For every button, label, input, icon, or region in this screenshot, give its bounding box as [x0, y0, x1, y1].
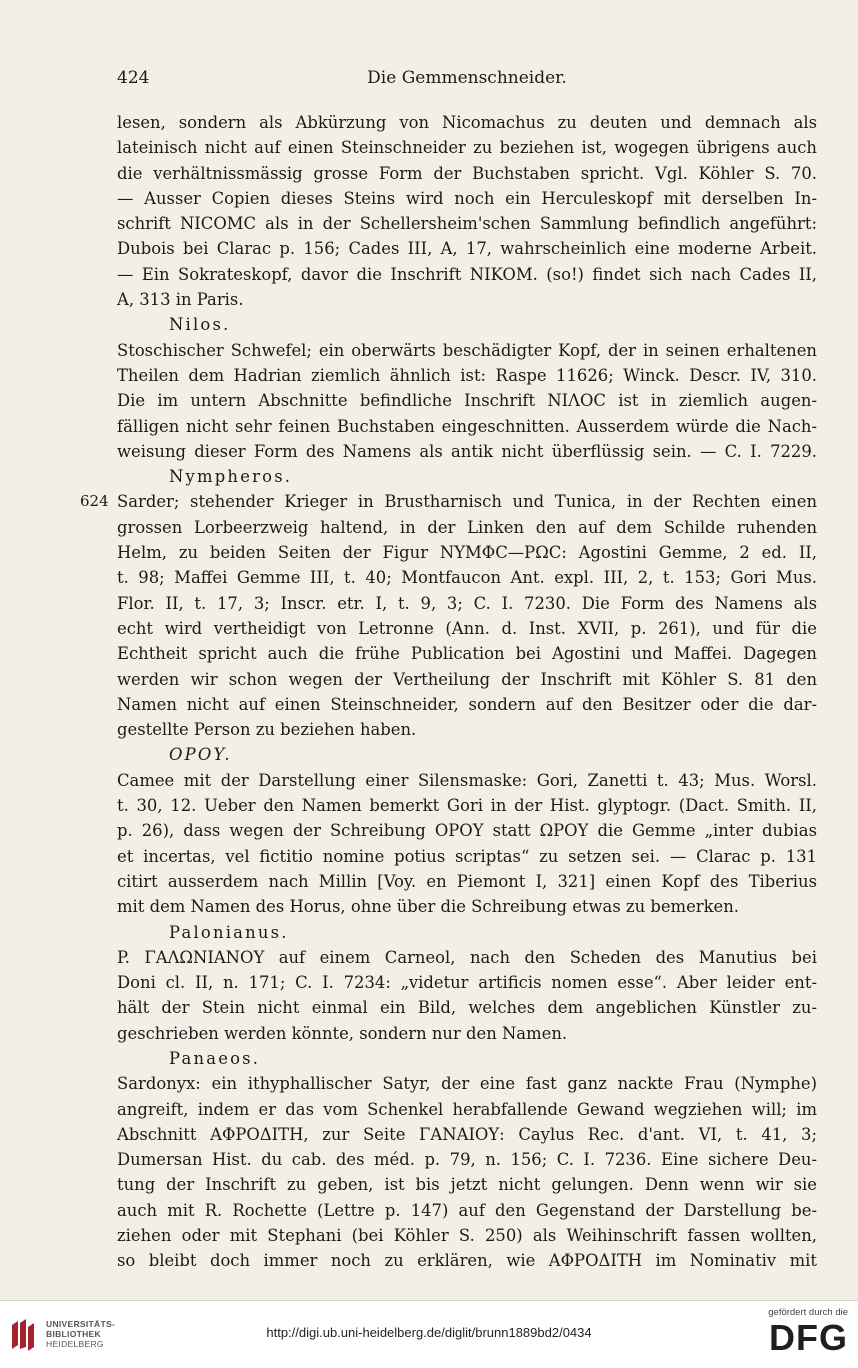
text-line: t. 30, 12. Ueber den Namen bemerkt Gori in der Hist. glyptogr. (Dact. Smith. II, [117, 796, 817, 816]
text-line: schrift NICOMC als in der Schellersheim'schen Sammlung befindlich angeführt: [117, 214, 817, 234]
text-line: Dubois bei Clarac p. 156; Cades III, A, 17, wahrscheinlich eine moderne Arbeit. [117, 239, 817, 259]
text-line: lesen, sondern als Abkürzung von Nicomachus zu deuten und demnach als [117, 113, 817, 132]
text-line: Abschnitt ΑΦΡΟΔΙΤΗ, zur Seite ΓΑΝΑΙΟΥ: Caylus Rec. d'ant. VI, t. 41, 3; [117, 1124, 817, 1144]
section-heading-palonianus: Palonianus. [169, 922, 289, 942]
text-line: tung der Inschrift zu geben, ist bis jetzt nicht gelungen. Denn wenn wir sie [117, 1175, 817, 1195]
text-line: p. 26), dass wegen der Schreibung OPOY statt ΩPOY die Gemme „inter dubias [117, 821, 817, 841]
viewer-footer [0, 1301, 858, 1368]
text-line: werden wir schon wegen der Vertheilung der Inschrift mit Köhler S. 81 den [117, 669, 817, 689]
funded-by-label: gefördert durch die [768, 1307, 848, 1318]
text-line: — Ausser Copien dieses Steins wird noch ein Herculeskopf mit derselben In- [117, 188, 817, 208]
text-line: Namen nicht auf einen Steinschneider, sondern auf den Besitzer oder die dar- [117, 694, 817, 714]
section-heading-panaeos: Panaeos. [169, 1048, 261, 1068]
section-heading-opoy: OPOY. [169, 745, 232, 765]
library-name: UNIVERSITÄTS- BIBLIOTHEK HEIDELBERG [46, 1319, 116, 1349]
permalink-url[interactable]: http://digi.ub.uni-heidelberg.de/diglit/brunn1889bd2/0434 [266, 1325, 592, 1340]
text-line: Theilen dem Hadrian ziemlich ähnlich ist: Raspe 11626; Winck. Descr. IV, 310. [117, 365, 817, 385]
text-line: weisung dieser Form des Namens als antik nicht überflüssig sein. — C. I. 7229. [117, 441, 817, 461]
text-line: citirt ausserdem nach Millin [Voy. en Piemont I, 321] einen Kopf des Tiberius [117, 871, 817, 891]
text-line: lateinisch nicht auf einen Steinschneider zu beziehen ist, wogegen übrigens auch [117, 138, 817, 158]
page-number: 424 [117, 68, 150, 88]
text-line: die verhältnissmässig grosse Form der Buchstaben spricht. Vgl. Köhler S. 70. [117, 163, 817, 183]
text-line: Dumersan Hist. du cab. des méd. p. 79, n. 156; C. I. 7236. Eine sichere Deu- [117, 1150, 817, 1170]
body-text [80, 110, 817, 1274]
text-line: Stoschischer Schwefel; ein oberwärts beschädigter Kopf, der in seinen erhaltenen [117, 340, 817, 360]
text-line: grossen Lorbeerzweig haltend, in der Linken den auf dem Schilde ruhenden [117, 517, 817, 537]
text-line: Die im untern Abschnitte befindliche Inschrift NIΛOC ist in ziemlich augen- [117, 391, 817, 411]
text-line: Helm, zu beiden Seiten der Figur NYMΦC—PΩC: Agostini Gemme, 2 ed. II, [117, 543, 817, 563]
text-line: Camee mit der Darstellung einer Silensmaske: Gori, Zanetti t. 43; Mus. Worsl. [117, 770, 817, 790]
text-line: echt wird vertheidigt von Letronne (Ann. d. Inst. XVII, p. 261), und für die [117, 618, 817, 638]
text-line: Echtheit spricht auch die frühe Publication bei Agostini und Maffei. Dagegen [117, 644, 817, 664]
section-heading-nilos: Nilos. [169, 315, 231, 335]
text-line: geschrieben werden könnte, sondern nur den Namen. [117, 1023, 568, 1043]
section-heading-nympheros: Nympheros. [169, 467, 293, 487]
text-line: mit dem Namen des Horus, ohne über die Schreibung etwas zu bemerken. [117, 897, 740, 917]
text-line: t. 98; Maffei Gemme III, t. 40; Montfaucon Ant. expl. III, 2, t. 153; Gori Mus. [117, 568, 817, 588]
running-title: Die Gemmenschneider. [367, 68, 567, 88]
text-line: fälligen nicht sehr feinen Buchstaben eingeschnitten. Ausserdem würde die Nach- [117, 416, 817, 436]
text-line: angreift, indem er das vom Schenkel herabfallende Gewand wegziehen will; im [117, 1099, 817, 1119]
text-line: so bleibt doch immer noch zu erklären, wie ΑΦΡΟΔΙΤΗ im Nominativ mit [117, 1251, 817, 1271]
text-line: auch mit R. Rochette (Lettre p. 147) auf den Gegenstand der Darstellung be- [117, 1200, 817, 1220]
dfg-logo-icon: DFG [769, 1317, 848, 1358]
page-header [117, 68, 817, 94]
text-line: — Ein Sokrateskopf, davor die Inschrift NIKOM. (so!) findet sich nach Cades II, [117, 264, 817, 284]
text-line: Doni cl. II, n. 171; C. I. 7234: „videtur artificis nomen esse“. Aber leider ent- [117, 973, 817, 993]
text-line: P. ΓΑΛΩΝΙΑΝΟΥ auf einem Carneol, nach den Scheden des Manutius bei [117, 947, 817, 967]
text-line: gestellte Person zu beziehen haben. [117, 720, 417, 740]
text-line-numbered [80, 489, 817, 514]
text-line-content: Sarder; stehender Krieger in Brustharnisch und Tunica, in der Rechten einen [117, 492, 817, 512]
text-line: ziehen oder mit Stephani (bei Köhler S. 250) als Weihinschrift fassen wollten, [117, 1226, 817, 1246]
text-line: hält der Stein nicht einmal ein Bild, welches dem angeblichen Künstler zu- [117, 998, 817, 1018]
text-line: Sardonyx: ein ithyphallischer Satyr, der eine fast ganz nackte Frau (Nymphe) [117, 1074, 817, 1094]
text-line: A, 313 in Paris. [117, 290, 244, 310]
margin-number: 624 [80, 492, 109, 511]
text-line: Flor. II, t. 17, 3; Inscr. etr. I, t. 9, 3; C. I. 7230. Die Form des Namens als [117, 593, 817, 613]
dfg-funding-logo[interactable] [748, 1307, 848, 1365]
text-line: et incertas, vel fictitio nomine potius scriptas“ zu setzen sei. — Clarac p. 131 [117, 846, 817, 866]
